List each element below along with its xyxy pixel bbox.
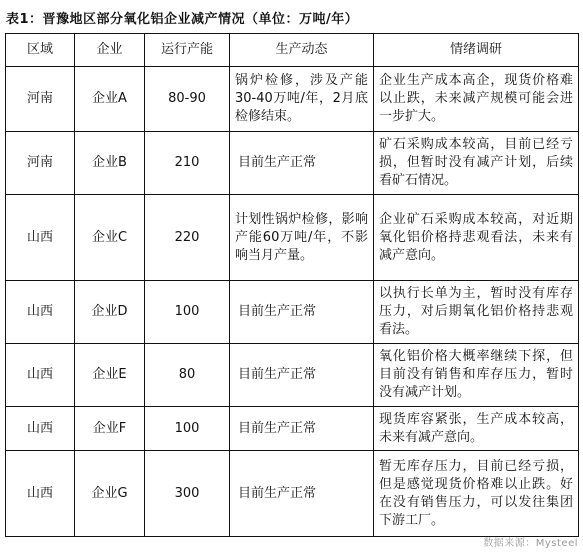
table-row xyxy=(6,451,579,537)
cell-status: 目前生产正常 xyxy=(230,132,374,195)
cell-status: 目前生产正常 xyxy=(230,281,374,344)
cell-status: 目前生产正常 xyxy=(230,407,374,451)
cell-region: 山西 xyxy=(6,451,75,537)
header-capacity: 运行产能 xyxy=(145,34,230,67)
cell-capacity: 100 xyxy=(145,407,230,451)
header-region: 区域 xyxy=(6,34,75,67)
cell-region: 山西 xyxy=(6,195,75,281)
cell-company: 企业F xyxy=(75,407,145,451)
cell-status: 计划性锅炉检修，影响产能60万吨/年，不影响当月产量。 xyxy=(230,195,374,281)
cell-capacity: 80-90 xyxy=(145,67,230,132)
cell-sentiment: 氧化铝价格大概率继续下探，但目前没有销售和库存压力，暂时没有减产计划。 xyxy=(374,344,579,407)
cell-region: 山西 xyxy=(6,281,75,344)
table-header-row xyxy=(6,34,579,67)
cell-capacity: 220 xyxy=(145,195,230,281)
cell-region: 河南 xyxy=(6,132,75,195)
table-row xyxy=(6,407,579,451)
cell-region: 山西 xyxy=(6,344,75,407)
cell-status: 目前生产正常 xyxy=(230,344,374,407)
cell-sentiment: 企业生产成本高企，现货价格难以止跌，未来减产规模可能会进一步扩大。 xyxy=(374,67,579,132)
table-row xyxy=(6,67,579,132)
cell-company: 企业B xyxy=(75,132,145,195)
cell-sentiment: 矿石采购成本较高，目前已经亏损，但暂时没有减产计划，后续看矿石情况。 xyxy=(374,132,579,195)
table-row xyxy=(6,195,579,281)
table-title: 表1：晋豫地区部分氧化铝企业减产情况（单位：万吨/年） xyxy=(6,12,359,27)
cell-sentiment: 以执行长单为主，暂时没有库存压力，对后期氧化铝价格持悲观看法。 xyxy=(374,281,579,344)
cell-company: 企业A xyxy=(75,67,145,132)
header-company: 企业 xyxy=(75,34,145,67)
cell-company: 企业G xyxy=(75,451,145,537)
cell-status: 目前生产正常 xyxy=(230,451,374,537)
table-row xyxy=(6,132,579,195)
cell-status: 锅炉检修，涉及产能30-40万吨/年，2月底检修结束。 xyxy=(230,67,374,132)
cell-sentiment: 现货库容紧张，生产成本较高，未来有减产意向。 xyxy=(374,407,579,451)
data-source-note: 数据来源：Mysteel xyxy=(483,538,578,549)
cell-capacity: 300 xyxy=(145,451,230,537)
cell-capacity: 210 xyxy=(145,132,230,195)
table-row xyxy=(6,281,579,344)
cell-capacity: 80 xyxy=(145,344,230,407)
cell-sentiment: 企业矿石采购成本较高，对近期氧化铝价格持悲观看法，未来有减产意向。 xyxy=(374,195,579,281)
header-sentiment: 情绪调研 xyxy=(374,34,579,67)
cell-company: 企业C xyxy=(75,195,145,281)
cell-region: 河南 xyxy=(6,67,75,132)
cell-capacity: 100 xyxy=(145,281,230,344)
cell-company: 企业E xyxy=(75,344,145,407)
cell-region: 山西 xyxy=(6,407,75,451)
header-status: 生产动态 xyxy=(230,34,374,67)
table-row xyxy=(6,344,579,407)
data-table xyxy=(5,33,579,537)
cell-sentiment: 暂无库存压力，目前已经亏损，但是感觉现货价格难以止跌。好在没有销售压力，可以发往集团下游工厂。 xyxy=(374,451,579,537)
cell-company: 企业D xyxy=(75,281,145,344)
